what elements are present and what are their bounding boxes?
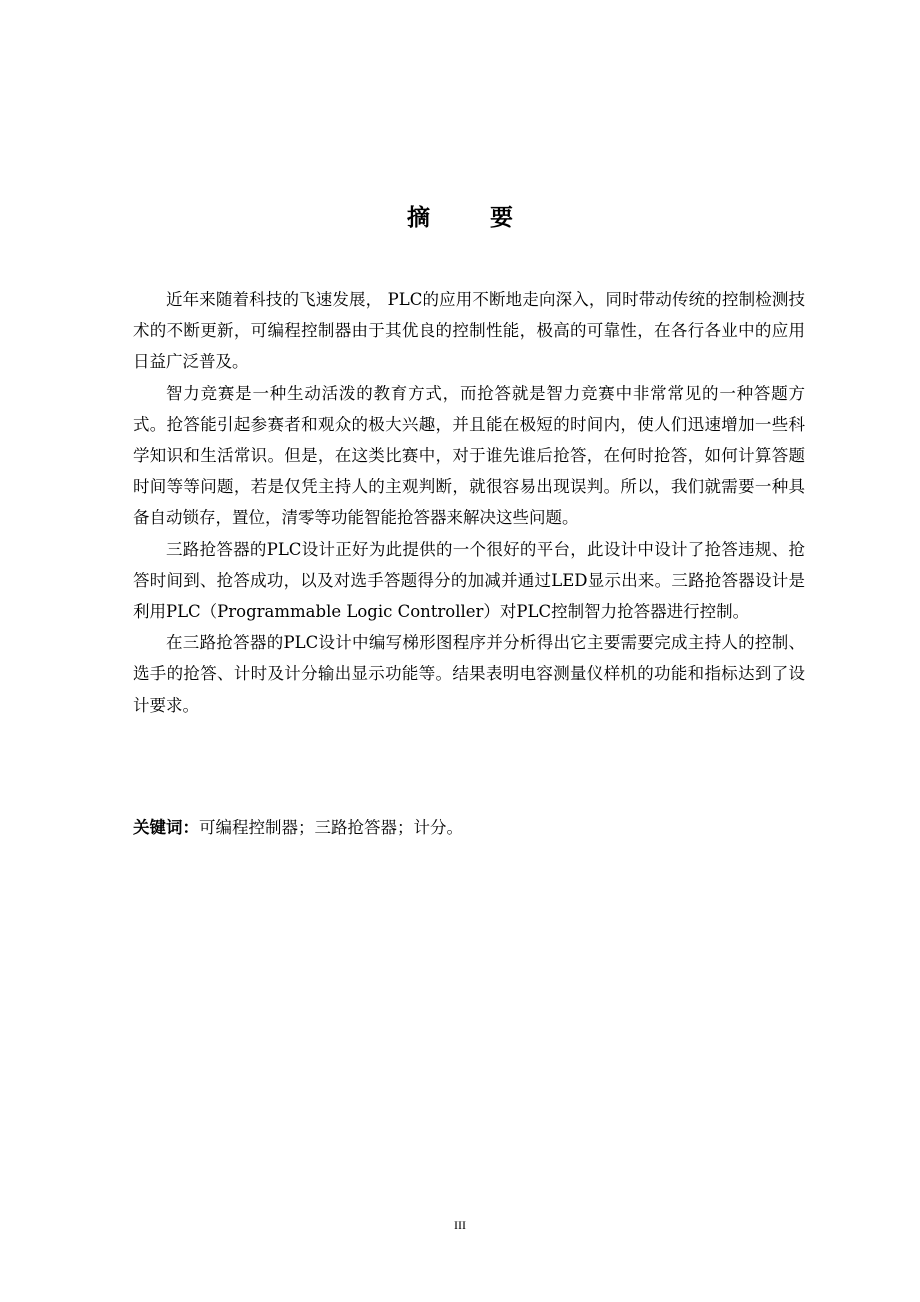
keywords-line xyxy=(133,812,805,843)
abstract-paragraph: 近年来随着科技的飞速发展， PLC的应用不断地走向深入，同时带动传统的控制检测技术的不断更新，可编程控制器由于其优良的控制性能，极高的可靠性，在各行各业中的应用日益广泛普及。 xyxy=(133,290,805,372)
keywords-label: 关键词： xyxy=(133,818,199,837)
keywords-text: 可编程控制器；三路抢答器；计分。 xyxy=(199,818,463,837)
abstract-paragraph: 智力竞赛是一种生动活泼的教育方式，而抢答就是智力竞赛中非常常见的一种答题方式。抢答能引起参赛者和观众的极大兴趣，并且能在极短的时间内，使人们迅速增加一些科学知识和生活常识。但是，在这类比赛中，对于谁先谁后抢答，在何时抢答，如何计算答题时间等等问题，若是仅凭主持人的主观判断，就很容易出现误判。所以，我们就需要一种具备自动锁存，置位，清零等功能智能抢答器来解决这些问题。 xyxy=(133,383,805,528)
page-number: III xyxy=(454,1218,466,1232)
abstract-paragraph: 三路抢答器的PLC设计正好为此提供的一个很好的平台，此设计中设计了抢答违规、抢答时间到、抢答成功，以及对选手答题得分的加减并通过LED显示出来。三路抢答器设计是利用PLC（Programmable Logic Controller）对PLC控制智力抢答器进行控制。 xyxy=(133,539,805,622)
abstract-paragraph: 在三路抢答器的PLC设计中编写梯形图程序并分析得出它主要需要完成主持人的控制、选手的抢答、计时及计分输出显示功能等。结果表明电容测量仪样机的功能和指标达到了设计要求。 xyxy=(133,633,805,715)
page-title: 摘 要 xyxy=(406,205,539,231)
abstract-body xyxy=(133,284,805,721)
